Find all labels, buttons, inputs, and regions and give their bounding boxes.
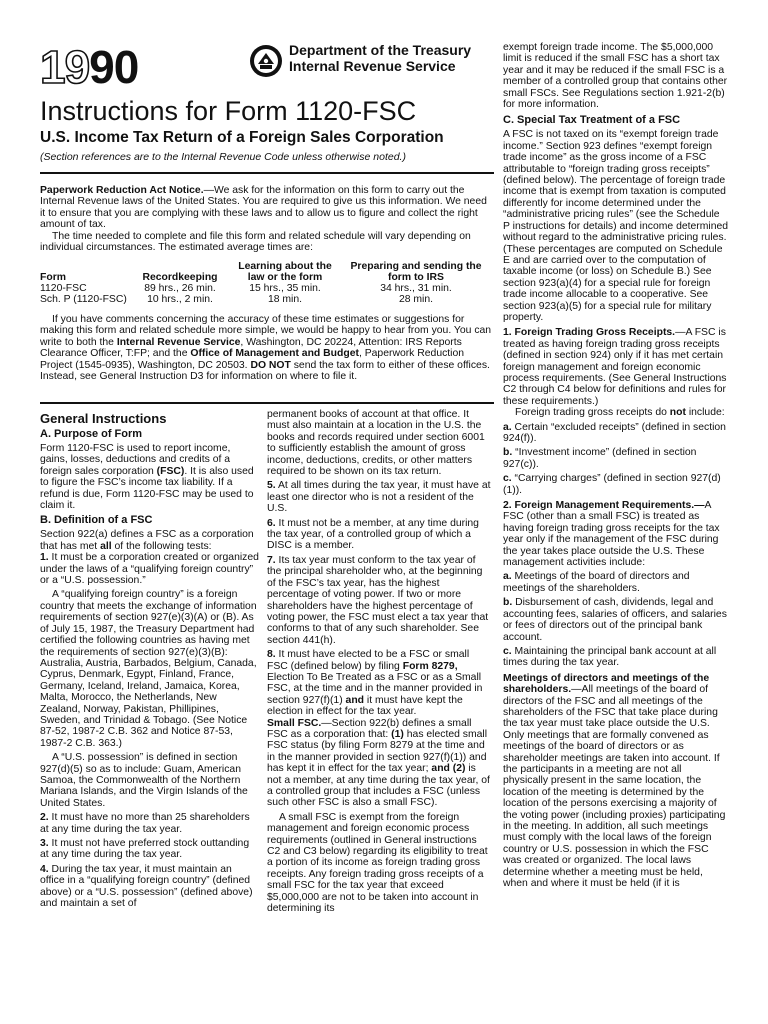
list-item: b. “Investment income” (defined in section 927(c)). (503, 447, 697, 470)
paperwork-notice (40, 185, 492, 253)
cell-preparing: 34 hrs., 31 min. (380, 283, 452, 294)
table-row (40, 283, 492, 294)
page-title: Instructions for Form 1120-FSC (40, 96, 417, 126)
col-header-form: Form (40, 272, 66, 283)
list-item: 6. It must not be a member, at any time during the tax year, of a controlled group of which a DISC is a member. (267, 517, 479, 552)
treasury-seal-icon (249, 44, 283, 78)
cell-recordkeeping: 89 hrs., 26 min. (144, 283, 216, 294)
cell-recordkeeping: 10 hrs., 2 min. (147, 294, 213, 305)
paperwork-text-2: The time needed to complete and file this form and related schedule will vary depending on individual circumstances. The estimated average times are: (40, 230, 471, 254)
list-item: 8. It must have elected to be a FSC or small FSC (defined below) by filing Form 8279, Election To Be Treated as a FSC or as a Small FSC, at the time and in the manner provided in section 927(f)(1) and it must have kept the election in effect for the tax year. (267, 649, 483, 718)
meetings-paragraph: Meetings of directors and meetings of the shareholders.—All meetings of the board of directors of the FSC and all meetings of the shareholders of the FSC that take place during the tax year must take place outside the U.S. Only meetings that are formally convened as meetings of the board of directors or as shareholder meetings are taken into account. If the participants in a meeting are not all physically present in the same location, the location of the meeting is determined by the location of the persons exercising a majority of the voting power (including proxies) participating in the meeting. In addition, all such meetings must comply with the local laws of the foreign country or U.S. possession in which the FSC was created or organized. The local laws determine whether a meeting must be held, when and where it must be held (if it is (503, 672, 726, 890)
list-item: 5. At all times during the tax year, it must have at least one director who is not a resident of the U.S. (267, 480, 491, 515)
page-subtitle: U.S. Income Tax Return of a Foreign Sales Corporation (40, 129, 444, 146)
year-bold-digits: 90 (89, 41, 139, 93)
us-possession-text: A “U.S. possession” is defined in section 927(d)(5) so as to include: Guam, American Samoa, the Commonwealth of the Northern Mariana Islands, and the Virgin Islands of the United States. (40, 752, 248, 809)
col-header-preparing: Preparing and sending the form to IRS (350, 261, 482, 283)
foreign-trading-receipts: 1. Foreign Trading Gross Receipts.—A FSC is treated as having foreign trading gross receipts (defined in section 924) only if it has met certain foreign management and foreign economic process requirements. (See General Instructions C2 through C4 below for definitions and rules for these requirements.) (503, 327, 727, 407)
cell-form: Sch. P (1120-FSC) (40, 294, 127, 305)
general-instructions-heading: General Instructions (40, 411, 167, 426)
comments-text: , Paperwork Reduction Project (1545-0935), Washington, DC 20503. (40, 348, 465, 371)
section-reference-note: (Section references are to the Internal Revenue Code unless otherwise noted.) (40, 151, 406, 163)
comments-text: send the tax form to either of these offices. Instead, see General Instruction D3 for information on where to file it. (40, 359, 490, 383)
header-divider (40, 172, 494, 174)
paperwork-lead: Paperwork Reduction Act Notice. (40, 185, 204, 196)
column-2 (267, 409, 492, 914)
cell-learning: 15 hrs., 35 min. (249, 283, 321, 294)
table-row (40, 294, 492, 305)
list-item: 7. Its tax year must conform to the tax year of the principal shareholder who, at the beginning of the FSC’s tax year, has the highest percentage of voting power. If two or more shareholders have the highest percentage of voting power, the FSC must elect a tax year that conforms to that of any such shareholder. See section 441(h). (267, 554, 489, 646)
col-header-learning: Learning about the law or the form (238, 261, 332, 283)
comments-text: , Washington, DC 20224, Attention: IRS Reports Clearance Officer, T:FP; and the (40, 336, 462, 360)
form-year (40, 41, 139, 93)
col-header-recordkeeping: Recordkeeping (142, 272, 218, 283)
special-tax-text: A FSC is not taxed on its “exempt foreign trade income.” Section 923 defines “exempt foreign trade income” as the gross income of a FSC attributable to “foreign trading gross receipts” (defined below). The percentage of foreign trade income that is exempt from taxation is computed differently for income determined under the “administrative pricing rules” (see the Schedule P instructions for details) and income determined without regard to the administrative pricing rules. (These percentages are computed on Schedule E and are carried over to the computation of taxable income (or loss) on Schedule B.) See section 923(a)(4) for a special rule for foreign trade income allocable to a cooperative. See section 923(a)(5) for a special rule for military property. (503, 129, 729, 323)
list-item: a. Meetings of the board of directors and meetings of the shareholders. (503, 571, 690, 594)
purpose-text: Form 1120-FSC is used to report income, gains, losses, deductions and credits of a foreign sales corporation (FSC). It is also used to figure the FSC’s income tax liability. If a refund is due, Form 1120-FSC may be used to claim it. (40, 443, 254, 512)
foreign-management: 2. Foreign Management Requirements.—A FSC (other than a small FSC) is treated as having foreign trading gross receipts for the tax year only if the management of the FSC during the year takes place outside the U.S. These management activities include: (503, 500, 720, 569)
table-header-row (40, 261, 492, 283)
small-fsc-definition: Small FSC.—Section 922(b) defines a small FSC as a corporation that: (1) has elected small FSC status (by filing Form 8279 at the time and in the manner provided in section 927(f)(1)) and has kept it in effect for the tax year; and (2) is not a member, at any time during the tax year, of a controlled group that includes a FSC (unless such other FSC is also a small FSC). (267, 717, 490, 809)
list-item: 1. It must be a corporation created or organized under the laws of a “qualifying foreign country” or a “U.S. possession.” (40, 552, 259, 587)
list-item: a. Certain “excluded receipts” (defined in section 924(f)). (503, 421, 726, 444)
small-fsc-exemption: A small FSC is exempt from the foreign management and foreign economic process requirements (outlined in General instructions C2 and C3 below) regarding its eligibility to treat a portion of its income as foreign trading gross receipts. Any foreign trading gross receipts of a small FSC for the tax year that exceed $5,000,000 are not to be taken into account in determining its (267, 811, 488, 915)
definition-intro: Section 922(a) defines a FSC as a corporation that has met all of the following tests: (40, 529, 254, 552)
list-item: 3. It must not have preferred stock outtanding at any time during the tax year. (40, 838, 250, 861)
list-item: 2. It must have no more than 25 shareholders at any time during the tax year. (40, 812, 250, 835)
irs-name: Internal Revenue Service (116, 336, 241, 348)
cell-learning: 18 min. (267, 294, 303, 305)
comments-text: If you have comments concerning the accuracy of these time estimates or suggestions for making this form and related schedule more simple, we would be happy to hear from you. You can write to both the (40, 314, 492, 348)
purpose-heading: A. Purpose of Form (40, 428, 143, 440)
omb-name: Office of Management and Budget (190, 348, 359, 360)
time-estimates-table (40, 261, 492, 305)
qualifying-country-text: A “qualifying foreign country” is a foreign country that meets the exchange of information requirements of section 927(e)(3)(A) or (B). As of July 15, 1987, the Treasury Department had certified the following countries as having met the requirements of section 927(e)(3)(B): Australia, Austria, Barbados, Belgium, Canada, Cyprus, Denmark, Egypt, Finland, France, Germany, Iceland, Ireland, Jamaica, Korea, Malta, Morocco, the Netherlands, New Zealand, Norway, Pakistan, Phillipines, Sweden, and Trinidad & Tobago. (See Notice 87-52, 1987-2 C.B. 362 and Notice 87-53, 1987-2 C.B. 363.) (40, 589, 257, 749)
cell-form: 1120-FSC (40, 283, 87, 294)
special-tax-heading: C. Special Tax Treatment of a FSC (503, 114, 681, 127)
dept-line-2: Internal Revenue Service (289, 58, 456, 74)
column-1 (40, 411, 259, 909)
exempt-income-continuation: exempt foreign trade income. The $5,000,000 limit is reduced if the small FSC has a short tax year and it may be reduced if the small FSC is a member of a controlled group that contains other small FSCs. See Regulations section 1.921-2(b) for more information. (503, 42, 728, 111)
list-item: c. Maintaining the principal bank account at all times during the tax year. (503, 645, 717, 669)
paperwork-text-1: —We ask for the information on this form to carry out the Internal Revenue laws of the United States. You are required to give us this information. We need it to ensure that you are complying with these laws and to allow us to figure and collect the right amount of tax. (40, 185, 487, 231)
dept-line-1: Department of the Treasury (289, 42, 472, 58)
excluded-intro: Foreign trading gross receipts do not include: (515, 407, 725, 419)
list-item: b. Disbursement of cash, dividends, legal and accounting fees, salaries of officers, and salaries or fees of directors out of the principal bank account. (503, 597, 727, 643)
section-divider (40, 402, 494, 404)
agency-name (289, 42, 471, 74)
list-item: 4. During the tax year, it must maintain an office in a “qualifying foreign country” (defined above) or a “U.S. possession” (defined above) and maintain a set of (40, 863, 253, 910)
list-item: c. “Carrying charges” (defined in section 927(d)(1)). (503, 473, 721, 496)
books-continuation: permanent books of account at that office. It must also maintain at a location in the U.S. the books and records required under section 6001 to sufficiently establish the amount of gross income, deductions, credits, or other matters required to be shown on its tax return. (267, 409, 485, 478)
column-3 (503, 42, 729, 889)
comments-paragraph (40, 314, 492, 382)
year-outline-digits: 19 (40, 41, 90, 93)
definition-heading: B. Definition of a FSC (40, 514, 153, 527)
cell-preparing: 28 min. (398, 294, 434, 305)
do-not-emphasis: DO NOT (250, 359, 291, 371)
